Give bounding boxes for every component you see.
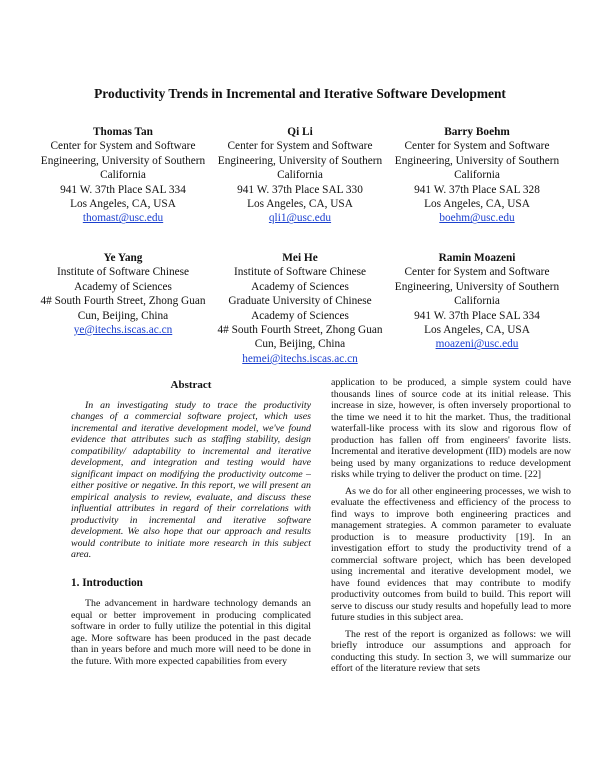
author-block-ramin-moazeni xyxy=(384,251,570,352)
author-affiliation: Center for System and Software Engineering, University of Southern California xyxy=(394,140,560,182)
section-heading-introduction: 1. Introduction xyxy=(71,576,143,589)
author-block-ye-yang xyxy=(35,251,211,337)
author-address: 941 W. 37th Place SAL 334 xyxy=(414,309,540,322)
author-affiliation: Center for System and Software Engineering, University of Southern California xyxy=(217,140,383,182)
author-name: Mei He xyxy=(282,252,318,264)
abstract-heading: Abstract xyxy=(170,379,212,391)
author-email-link[interactable]: boehm@usc.edu xyxy=(439,212,515,225)
author-name: Barry Boehm xyxy=(444,126,510,138)
author-name: Qi Li xyxy=(287,126,313,138)
right-column xyxy=(331,377,571,675)
author-city: Los Angeles, CA, USA xyxy=(247,198,353,211)
author-city: Los Angeles, CA, USA xyxy=(424,324,530,337)
author-city: Los Angeles, CA, USA xyxy=(70,198,176,211)
intro-paragraph-3: The rest of the report is organized as follows: we will briefly introduce our assumptions and approach for conducting this study. In section 3, we will summarize our effort of the literature review that sets xyxy=(331,628,571,674)
author-name: Ye Yang xyxy=(103,252,143,264)
author-email-link[interactable]: thomast@usc.edu xyxy=(82,212,164,225)
author-block-qi-li xyxy=(212,125,388,226)
author-name: Thomas Tan xyxy=(93,126,153,138)
left-column xyxy=(71,380,311,667)
author-address: 4# South Fourth Street, Zhong Guan Cun, Beijing, China xyxy=(40,295,206,322)
intro-paragraph-1: The advancement in hardware technology demands an equal or better improvement in producing complicated software in order to fully utilize the potential in this digital age. More software has been produced in the past decade than in years before and much more will need to be done in the future. With more expected capabilities from every xyxy=(71,598,311,667)
author-email-link[interactable]: hemei@itechs.iscas.ac.cn xyxy=(242,352,358,365)
author-block-barry-boehm xyxy=(389,125,565,226)
author-block-thomas-tan xyxy=(35,125,211,226)
intro-paragraph-2: As we do for all other engineering processes, we wish to evaluate the effectiveness and efficiency of the process to find ways to improve both engineering practices and management strategies. A common parameter to evaluate production is to measure productivity [19]. In an investigation effort to study the productivity trend of a commercial software project, which has been developed using incremental and iterative development model, we have found evidences that may contribute to modify productivity outcomes from build to build. This report will serve to discuss our study results and hopefully lead to more future studies in this subject area. xyxy=(331,485,571,623)
author-email-link[interactable]: ye@itechs.iscas.ac.cn xyxy=(73,324,173,337)
paper-title: Productivity Trends in Incremental and Iterative Software Development xyxy=(94,86,506,101)
author-address: 941 W. 37th Place SAL 334 xyxy=(60,183,186,196)
author-block-mei-he xyxy=(212,251,388,366)
author-affiliation: Center for System and Software Engineering, University of Southern California xyxy=(40,140,206,182)
author-affiliation-secondary: Graduate University of Chinese Academy of Sciences xyxy=(228,295,372,322)
author-city: Los Angeles, CA, USA xyxy=(424,198,530,211)
author-affiliation: Institute of Software Chinese Academy of Sciences xyxy=(56,266,190,293)
author-address: 941 W. 37th Place SAL 330 xyxy=(237,183,363,196)
intro-paragraph-1-continued: application to be produced, a simple system could have thousands lines of source code at its initial release. This increase in size, however, is often inversely proportional to the time we need it to hit the market. Thus, the traditional waterfall-like process with its slow and rigorous flow of production has fallen off from engineers' favorite lists. Incremental and iterative development (IID) models are now being used by many organizations to reduce development risks while trying to deliver the product on time. [22] xyxy=(331,377,571,480)
abstract-text: In an investigating study to trace the productivity changes of a commercial software project, which uses incremental and iterative development model, we've found evidence that attributes such as staffing stability, design compatibility/ adaptability to incremental and iterative development, and integration and testing would have significant impact on modifying the productivity outcome – either positive or negative. In this report, we will present an empirical analysis to review, evaluate, and discuss these influential attributes in regard of their correlations with productivity in incremental and iterative software development. We also hope that our approach and results would contribute to initiate more research in this subject area. xyxy=(71,399,311,560)
author-address: 4# South Fourth Street, Zhong Guan Cun, Beijing, China xyxy=(217,324,383,351)
author-email-link[interactable]: moazeni@usc.edu xyxy=(435,338,519,351)
author-affiliation: Center for System and Software Engineering, University of Southern California xyxy=(394,266,560,308)
author-email-link[interactable]: qli1@usc.edu xyxy=(268,212,332,225)
author-affiliation: Institute of Software Chinese Academy of Sciences xyxy=(233,266,367,293)
author-address: 941 W. 37th Place SAL 328 xyxy=(414,183,540,196)
author-name: Ramin Moazeni xyxy=(438,252,516,264)
